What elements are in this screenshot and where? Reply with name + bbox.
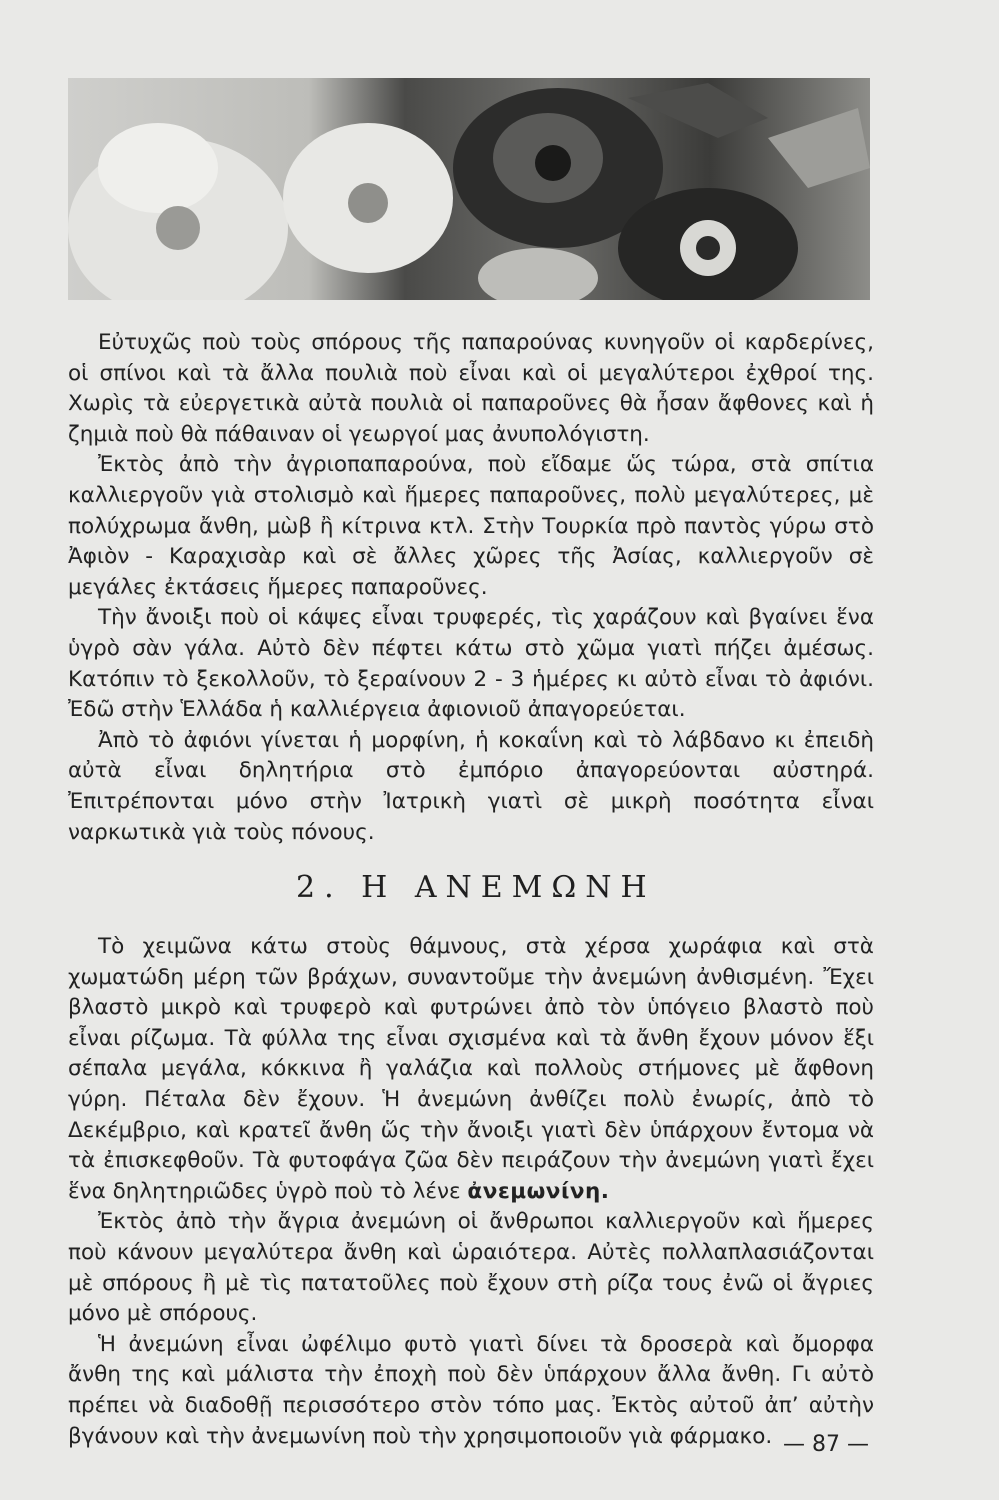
anemone-photo-drawing (68, 78, 870, 300)
page-number: — 87 — (783, 1432, 869, 1457)
paragraph: Εὐτυχῶς ποὺ τοὺς σπόρους τῆς παπαρούνας κυνηγοῦν οἱ καρδερίνες, οἱ σπίνοι καὶ τὰ ἄλλα πουλιὰ ποὺ εἶναι καὶ οἱ μεγαλύτεροι ἐχθροί της. Χωρὶς τὰ εὐεργετικὰ αὐτὰ πουλιὰ οἱ παπαροῦνες θὰ ἦσαν ἄφθονες καὶ ἡ ζημιὰ ποὺ θὰ πάθαιναν οἱ γεωργοί μας ἀνυπολόγιστη. (68, 330, 874, 447)
anemone-photo (68, 78, 870, 300)
paragraph: Ἐκτὸς ἀπὸ τὴν ἄγρια ἀνεμώνη οἱ ἄνθρωποι καλλιεργοῦν καὶ ἥμερες ποὺ κάνουν μεγαλύτερα ἄνθη καὶ ὡραιότερα. Αὐτὲς πολλαπλασιάζονται μὲ σπόρους ἢ μὲ τὶς πατατοῦλες ποὺ ἔχουν στὴ ρίζα τους ἐνῶ οἱ ἄγριες μόνο μὲ σπόρους. (68, 1209, 874, 1327)
paragraph (68, 932, 874, 1207)
paragraph: Ἀπὸ τὸ ἀφιόνι γίνεται ἡ μορφίνη, ἡ κοκαΐνη καὶ τὸ λάβδανο κι ἐπειδὴ αὐτὰ εἶναι δηλητήρια στὸ ἐμπόριο ἀπαγορεύονται αὐστηρά. Ἐπιτρέπονται μόνο στὴν Ἰατρικὴ γιατὶ σὲ μικρὴ ποσότητα εἶναι ναρκωτικὰ γιὰ τοὺς πόνους. (68, 727, 874, 845)
paragraph: Ἐκτὸς ἀπὸ τὴν ἀγριοπαπαρούνα, ποὺ εἴδαμε ὥς τώρα, στὰ σπίτια καλλιεργοῦν γιὰ στολισμὸ καὶ ἥμερες παπαροῦνες, πολὺ μεγαλύτερες, μὲ πολύχρωμα ἄνθη, μὼβ ἢ κίτρινα κτλ. Στὴν Τουρκία πρὸ παντὸς γύρω στὸ Ἀφιὸν - Καραχισὰρ καὶ σὲ ἄλλες χῶρες τῆς Ἀσίας, καλλιεργοῦν σὲ μεγάλες ἐκτάσεις ἥμερες παπαροῦνες. (68, 452, 874, 600)
paragraph: Ἡ ἀνεμώνη εἶναι ὠφέλιμο φυτὸ γιατὶ δίνει τὰ δροσερὰ καὶ ὄμορφα ἄνθη της καὶ μάλιστα τὴν ἐποχὴ ποὺ δὲν ὑπάρχουν ἄλλα ἄνθη. Γι αὐτὸ πρέπει νὰ διαδοθῇ περισσότερο στὸν τόπο μας. Ἐκτὸς αὐτοῦ ἀπ’ αὐτὴν βγάνουν καὶ τὴν ἀνεμωνίνη ποὺ τὴν χρησιμοποιοῦν γιὰ φάρμακο. (68, 1331, 874, 1449)
section-heading: 2. Η ΑΝΕΜΩΝΗ (296, 870, 656, 905)
section1-text (68, 328, 874, 848)
section2-text (68, 932, 874, 1452)
bold-term: ἀνεμωνίνη. (467, 1178, 610, 1204)
paragraph-text: Τὸ χειμῶνα κάτω στοὺς θάμνους, στὰ χέρσα χωράφια καὶ στὰ χωματώδη μέρη τῶν βράχων, συναντοῦμε τὴν ἀνεμώνη ἀνθισμένη. Ἔχει βλαστὸ μικρὸ καὶ τρυφερὸ καὶ φυτρώνει ἀπὸ τὸν ὑπόγειο βλαστὸ ποὺ εἶναι ρίζωμα. Τὰ φύλλα της εἶναι σχισμένα καὶ τὰ ἄνθη ἔχουν μόνον ἕξι σέπαλα μεγάλα, κόκκινα ἢ γαλάζια καὶ πολλοὺς στήμονες μὲ ἄφθονη γύρη. Πέταλα δὲν ἔχουν. Ἡ ἀνεμώνη ἀνθίζει πολὺ ἐνωρίς, ἀπὸ τὸ Δεκέμβριο, καὶ κρατεῖ ἄνθη ὥς τὴν ἄνοιξι γιατὶ δὲν ὑπάρχουν ἔντομα νὰ τὰ ἐπισκεφθοῦν. Τὰ φυτοφάγα ζῶα δὲν πειράζουν τὴν ἀνεμώνη γιατὶ ἔχει ἕνα δηλητηριῶδες ὑγρὸ ποὺ τὸ λένε (68, 934, 874, 1204)
paragraph: Τὴν ἄνοιξι ποὺ οἱ κάψες εἶναι τρυφερές, τὶς χαράζουν καὶ βγαίνει ἕνα ὑγρὸ σὰν γάλα. Αὐτὸ δὲν πέφτει κάτω στὸ χῶμα γιατὶ πήζει ἀμέσως. Κατόπιν τὸ ξεκολλοῦν, τὸ ξεραίνουν 2 - 3 ἡμέρες κι αὐτὸ εἶναι τὸ ἀφιόνι. Ἐδῶ στὴν Ἑλλάδα ἡ καλλιέργεια ἀφιονιοῦ ἀπαγορεύεται. (68, 605, 874, 723)
